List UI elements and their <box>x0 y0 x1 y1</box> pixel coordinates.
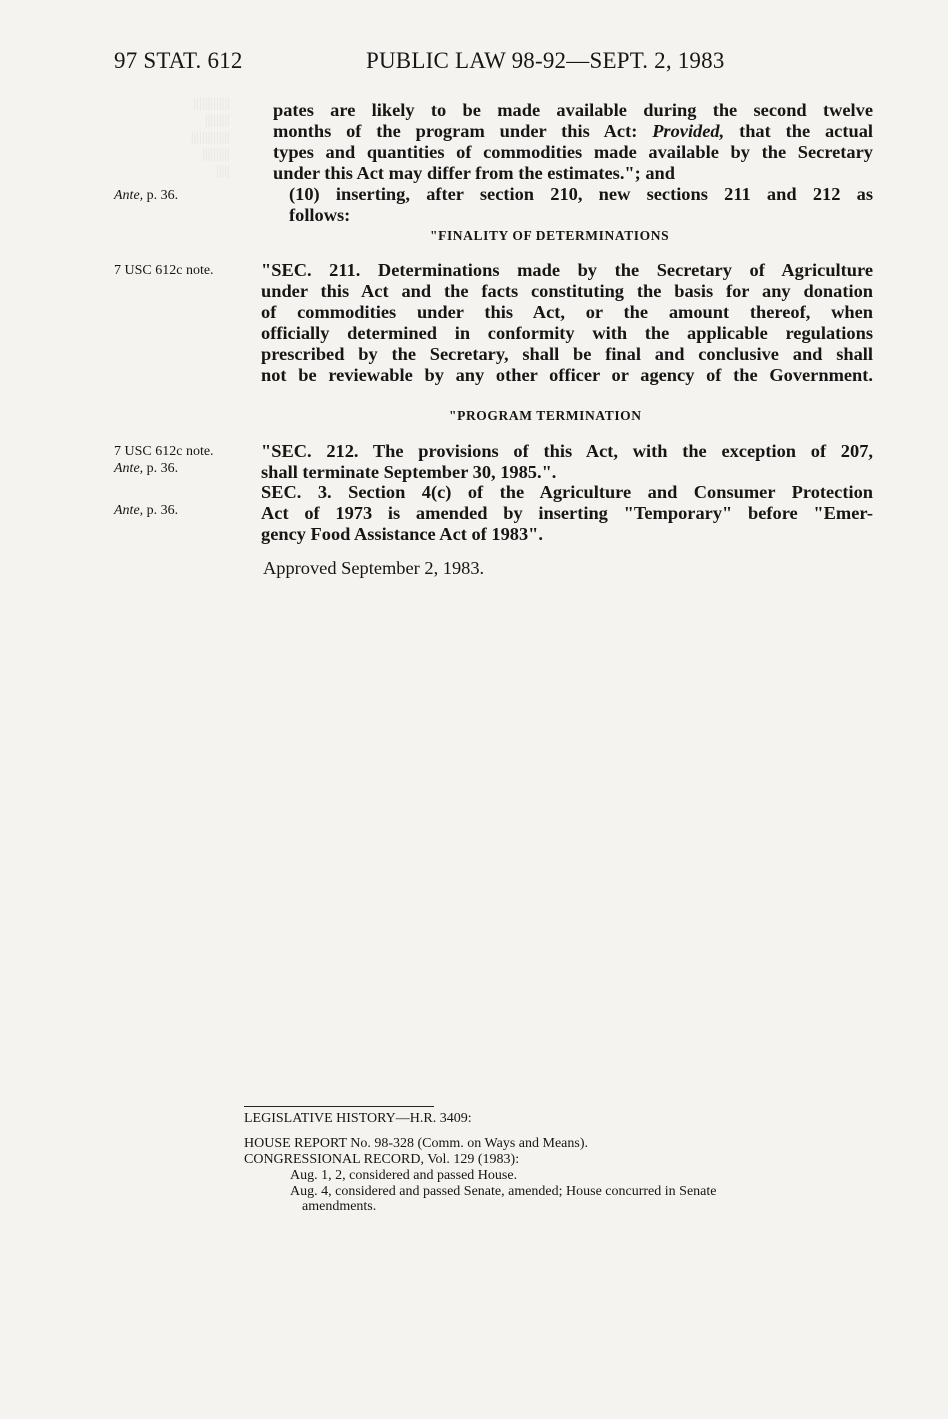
margin-note-usc: 7 USC 612c note. <box>114 444 214 459</box>
section-212-text <box>261 441 873 483</box>
house-report: HOUSE REPORT No. 98-328 (Comm. on Ways and Means). <box>244 1136 589 1151</box>
section-211-text <box>261 260 873 386</box>
heading-program-termination: "PROGRAM TERMINATION <box>449 408 642 423</box>
margin-note-ante: Ante, p. 36. <box>114 461 179 476</box>
history-entry: amendments. <box>302 1199 377 1214</box>
text-line: gency Food Assistance Act of 1983". <box>261 524 543 544</box>
section-3-text <box>261 482 873 545</box>
text-line: of commodities under this Act, or the amount thereof, when <box>261 302 873 322</box>
text-line: "SEC. 211. Determinations made by the Secretary of Agriculture <box>261 260 873 280</box>
approval-date: Approved September 2, 1983. <box>263 558 485 578</box>
item-10-text <box>289 184 873 205</box>
text-line: (10) inserting, after section 210, new sections 211 and 212 as <box>289 184 873 204</box>
congressional-record: CONGRESSIONAL RECORD, Vol. 129 (1983): <box>244 1152 520 1167</box>
paragraph-continuation <box>273 100 873 184</box>
page-header-title: PUBLIC LAW 98-92—SEPT. 2, 1983 <box>366 48 725 73</box>
heading-finality-of-determinations: "FINALITY OF DETERMINATIONS <box>430 228 670 243</box>
margin-note-ante: Ante, p. 36. <box>114 188 179 203</box>
text-line: follows: <box>289 205 351 225</box>
text-line: pates are likely to be made available during the second twelve <box>273 100 873 120</box>
statute-page-number: 97 STAT. 612 <box>114 48 243 73</box>
text-line: under this Act and the facts constituting the basis for any donation <box>261 281 873 301</box>
text-line: prescribed by the Secretary, shall be final and conclusive and shall <box>261 344 873 364</box>
provided-italic: Provided, <box>652 121 725 141</box>
text-line-provided: months of the program under this Act: Provided, that the actual <box>273 121 873 141</box>
text-line: not be reviewable by any other officer or agency of the Government. <box>261 365 873 385</box>
text-line: "SEC. 212. The provisions of this Act, with the exception of 207, <box>261 441 873 461</box>
history-entry: Aug. 1, 2, considered and passed House. <box>290 1168 518 1183</box>
legislative-history-heading: LEGISLATIVE HISTORY—H.R. 3409: <box>244 1111 472 1126</box>
text-line: under this Act may differ from the estimates."; and <box>273 163 675 183</box>
item-10-follows <box>289 205 489 226</box>
text-line: officially determined in conformity with the applicable regulations <box>261 323 873 343</box>
text-line: types and quantities of commodities made available by the Secretary <box>273 142 873 162</box>
text-line: SEC. 3. Section 4(c) of the Agriculture and Consumer Protection <box>261 482 873 502</box>
history-entry: Aug. 4, considered and passed Senate, amended; House concurred in Senate <box>290 1184 717 1199</box>
margin-note-usc: 7 USC 612c note. <box>114 263 214 278</box>
document-page: ||||||||||||| ||||||||| |||||||||||||| |||||||||| ||||| 97 STAT. 612 PUBLIC LAW 98-92—SEPT. 2, 1983 pates are likely to be made available during the second twelve months of the program under this Act: Provided, that the actual types and quantities of commodities made available by the Secretary under this Act may differ from the estimates."; and Ante, p. 36. (10) inserting, after section 210, new sections 211 and 212 as follows: "FINALITY OF DETERMINATIONS 7 USC 612c note. "SEC. 211. Determinations made by the Secretary of Agriculture under this Act and the facts constituting the basis for any donation of commodities under this Act, or the amount thereof, when officially determined in conformity with the applicable regulations prescribed by the Secretary, shall be final and conclusive and shall not be reviewable by any other officer or agency of the Government. "PROGRAM TERMINATION 7 USC 612c note. Ante, p. 36. "SEC. 212. The provisions of this Act, with the exception of 207, shall terminate September 30, 1985.". Ante, p. 36. SEC. 3. Section 4(c) of the Agriculture and Consumer Protection Act of 1973 is amended by inserting "Temporary" before "Emer- gency Food Assistance Act of 1983". Approved September 2, 1983. LEGISLATIVE HISTORY—H.R. 3409: HOUSE REPORT No. 98-328 (Comm. on Ways and Means). CONGRESSIONAL RECORD, Vol. 129 (1983): Aug. 1, 2, considered and passed House. Aug. 4, considered and passed Senate, amended; House concurred in Senate amendments. <box>114 48 873 1214</box>
text-line: Act of 1973 is amended by inserting "Temporary" before "Emer- <box>261 503 873 523</box>
margin-note-ante: Ante, p. 36. <box>114 503 179 518</box>
text-line: shall terminate September 30, 1985.". <box>261 462 557 482</box>
divider-rule <box>244 1106 434 1107</box>
